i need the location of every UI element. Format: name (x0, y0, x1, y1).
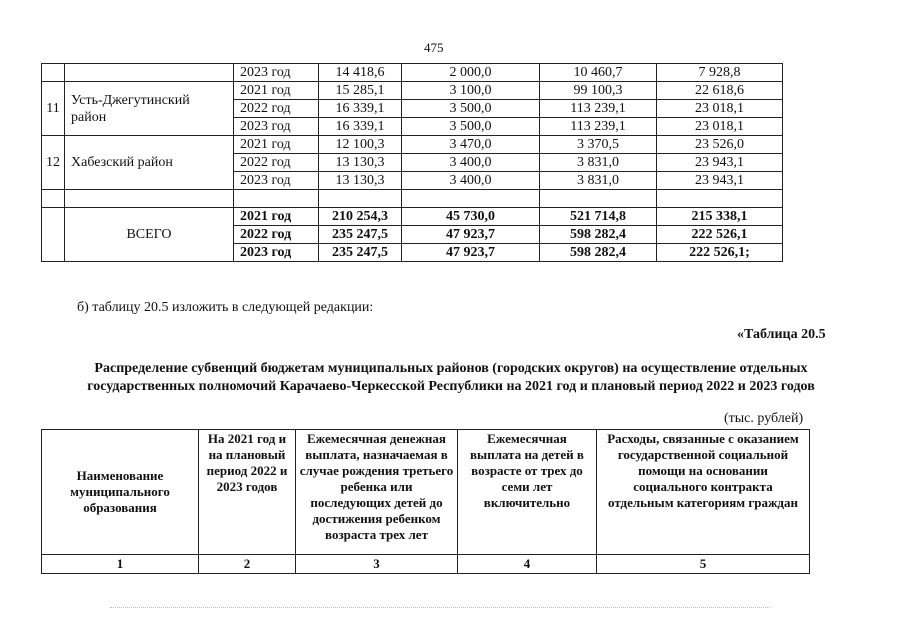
column-header-municipality: Наименование муниципального образования (42, 430, 199, 555)
table-title: Распределение субвенций бюджетам муниципальных районов (городских округов) на осуществление отдельных государственных полномочий Карачаево-Черкесской Республики на 2021 год и плановый период 2022 и 2023 годов (87, 361, 815, 394)
intro-text: б) таблицу 20.5 изложить в следующей редакции: (77, 300, 374, 315)
subvention-table-continued (41, 63, 783, 262)
column-number: 1 (42, 555, 199, 574)
table-row: 2022 год 13 130,3 3 400,0 3 831,0 23 943,1 (42, 154, 783, 172)
district-name: Хабезский район (65, 136, 234, 190)
table-row: 12 Хабезский район 2021 год 12 100,3 3 470,0 3 370,5 23 526,0 (42, 136, 783, 154)
row-number: 11 (42, 82, 65, 136)
table-row-empty (42, 190, 783, 208)
table-label: «Таблица 20.5 (737, 327, 826, 342)
total-label: ВСЕГО (65, 208, 234, 262)
column-numbers-row (42, 555, 810, 574)
district-name: Усть-Джегутинский район (65, 82, 234, 136)
column-header-third-child: Ежемесячная денежная выплата, назначаемая в случае рождения третьего ребенка или последующих детей до достижения ребенком возраста трех лет (296, 430, 458, 555)
total-row: ВСЕГО 2021 год 210 254,3 45 730,0 521 714,8 215 338,1 (42, 208, 783, 226)
table-row: 11 Усть-Джегутинский район 2021 год 15 285,1 3 100,0 99 100,3 22 618,6 (42, 82, 783, 100)
column-header-social-contract: Расходы, связанные с оказанием государственной социальной помощи на основании социального контракта отдельным категориям граждан (597, 430, 810, 555)
column-number: 4 (458, 555, 597, 574)
column-header-children-3-7: Ежемесячная выплата на детей в возрасте от трех до семи лет включительно (458, 430, 597, 555)
column-number: 5 (597, 555, 810, 574)
column-header-period: На 2021 год и на плановый период 2022 и 2023 годов (199, 430, 296, 555)
total-row: 2022 год 235 247,5 47 923,7 598 282,4 222 526,1 (42, 226, 783, 244)
subvention-table-header (41, 429, 810, 574)
row-number: 12 (42, 136, 65, 190)
table-row: 2023 год 16 339,1 3 500,0 113 239,1 23 018,1 (42, 118, 783, 136)
total-row: 2023 год 235 247,5 47 923,7 598 282,4 222 526,1; (42, 244, 783, 262)
units-label: (тыс. рублей) (724, 411, 804, 426)
table-row: 2023 год 13 130,3 3 400,0 3 831,0 23 943,1 (42, 172, 783, 190)
column-number: 2 (199, 555, 296, 574)
table-row: 2023 год 14 418,6 2 000,0 10 460,7 7 928,8 (42, 64, 783, 82)
header-row (42, 430, 810, 555)
page-number: 475 (424, 40, 444, 55)
scan-edge-line (110, 607, 770, 608)
column-number: 3 (296, 555, 458, 574)
table-row: 2022 год 16 339,1 3 500,0 113 239,1 23 018,1 (42, 100, 783, 118)
